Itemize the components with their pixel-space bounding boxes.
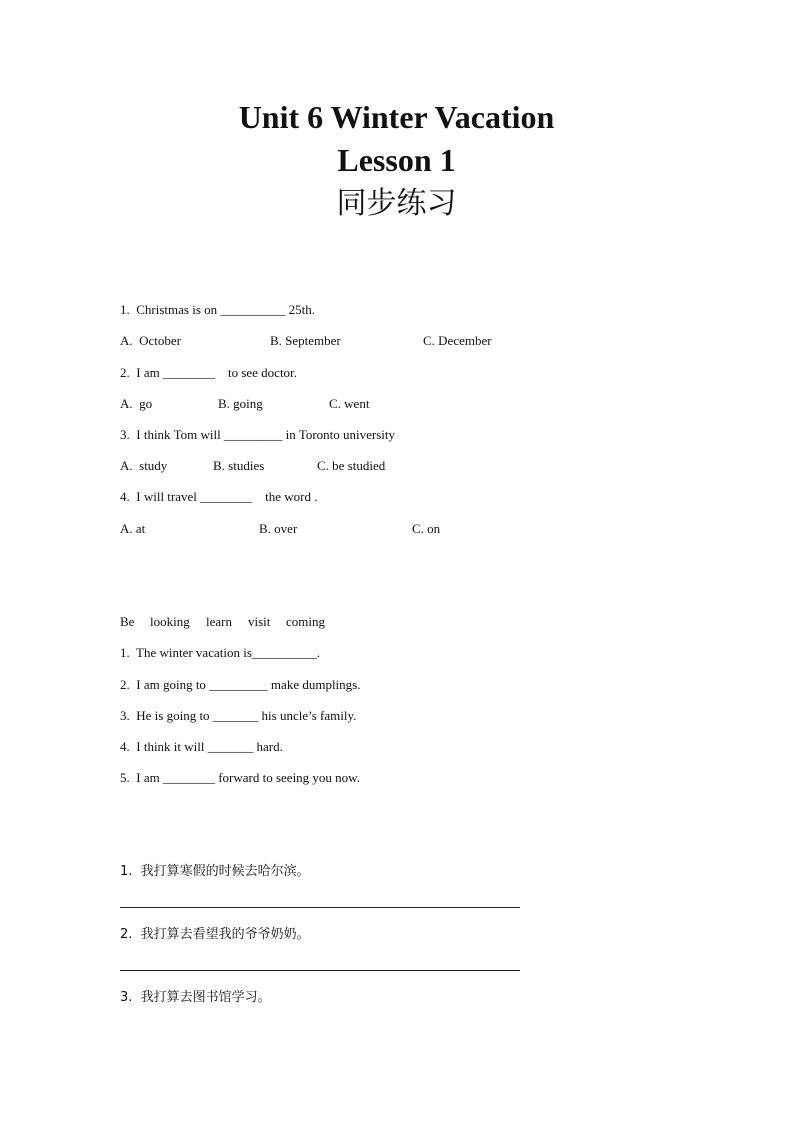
question-2-option-c: C. went [329,396,370,411]
fill-sentence-3: 3. He is going to _______ his uncle’s family. [120,708,357,723]
question-3: 3. I think Tom will _________ in Toronto university [120,427,396,442]
title-block [0,96,793,226]
question-4: 4. I will travel ________ the word . [120,489,318,504]
question-3-option-a: A. study [120,458,168,473]
question-4-option-b: B. over [259,521,298,536]
answer-line-1[interactable] [120,907,520,908]
question-3-option-b: B. studies [213,458,265,473]
question-2: 2. I am ________ to see doctor. [120,365,297,380]
fill-sentence-5: 5. I am ________ forward to seeing you now. [120,770,360,785]
question-4-option-a: A. at [120,521,146,536]
question-4-option-c: C. on [412,521,441,536]
question-2-option-a: A. go [120,396,153,411]
page-subtitle: 同步练习 [336,186,457,221]
question-1-option-c: C. December [423,333,492,348]
translate-item-1: 1. 我打算寒假的时候去哈尔滨。 [120,864,310,879]
translate-item-2: 2. 我打算去看望我的爷爷奶奶。 [120,927,310,942]
word-bank-item: Be [120,614,135,629]
word-bank-item: visit [248,614,271,629]
question-2-option-b: B. going [218,396,263,411]
fill-sentence-2: 2. I am going to _________ make dumplings. [120,677,361,692]
translate-item-3: 3. 我打算去图书馆学习。 [120,990,271,1005]
fill-sentence-1: 1. The winter vacation is__________. [120,645,321,660]
word-bank-item: learn [206,614,232,629]
fill-sentence-4: 4. I think it will _______ hard. [120,739,283,754]
question-1-option-b: B. September [270,333,341,348]
word-bank-item: looking [150,614,190,629]
question-1: 1. Christmas is on __________ 25th. [120,302,316,317]
question-3-option-c: C. be studied [317,458,386,473]
word-bank-item: coming [286,614,325,629]
page-title: Unit 6 Winter Vacation [238,99,555,135]
question-1-option-a: A. October [120,333,182,348]
lesson-title: Lesson 1 [337,142,456,178]
answer-line-2[interactable] [120,970,520,971]
